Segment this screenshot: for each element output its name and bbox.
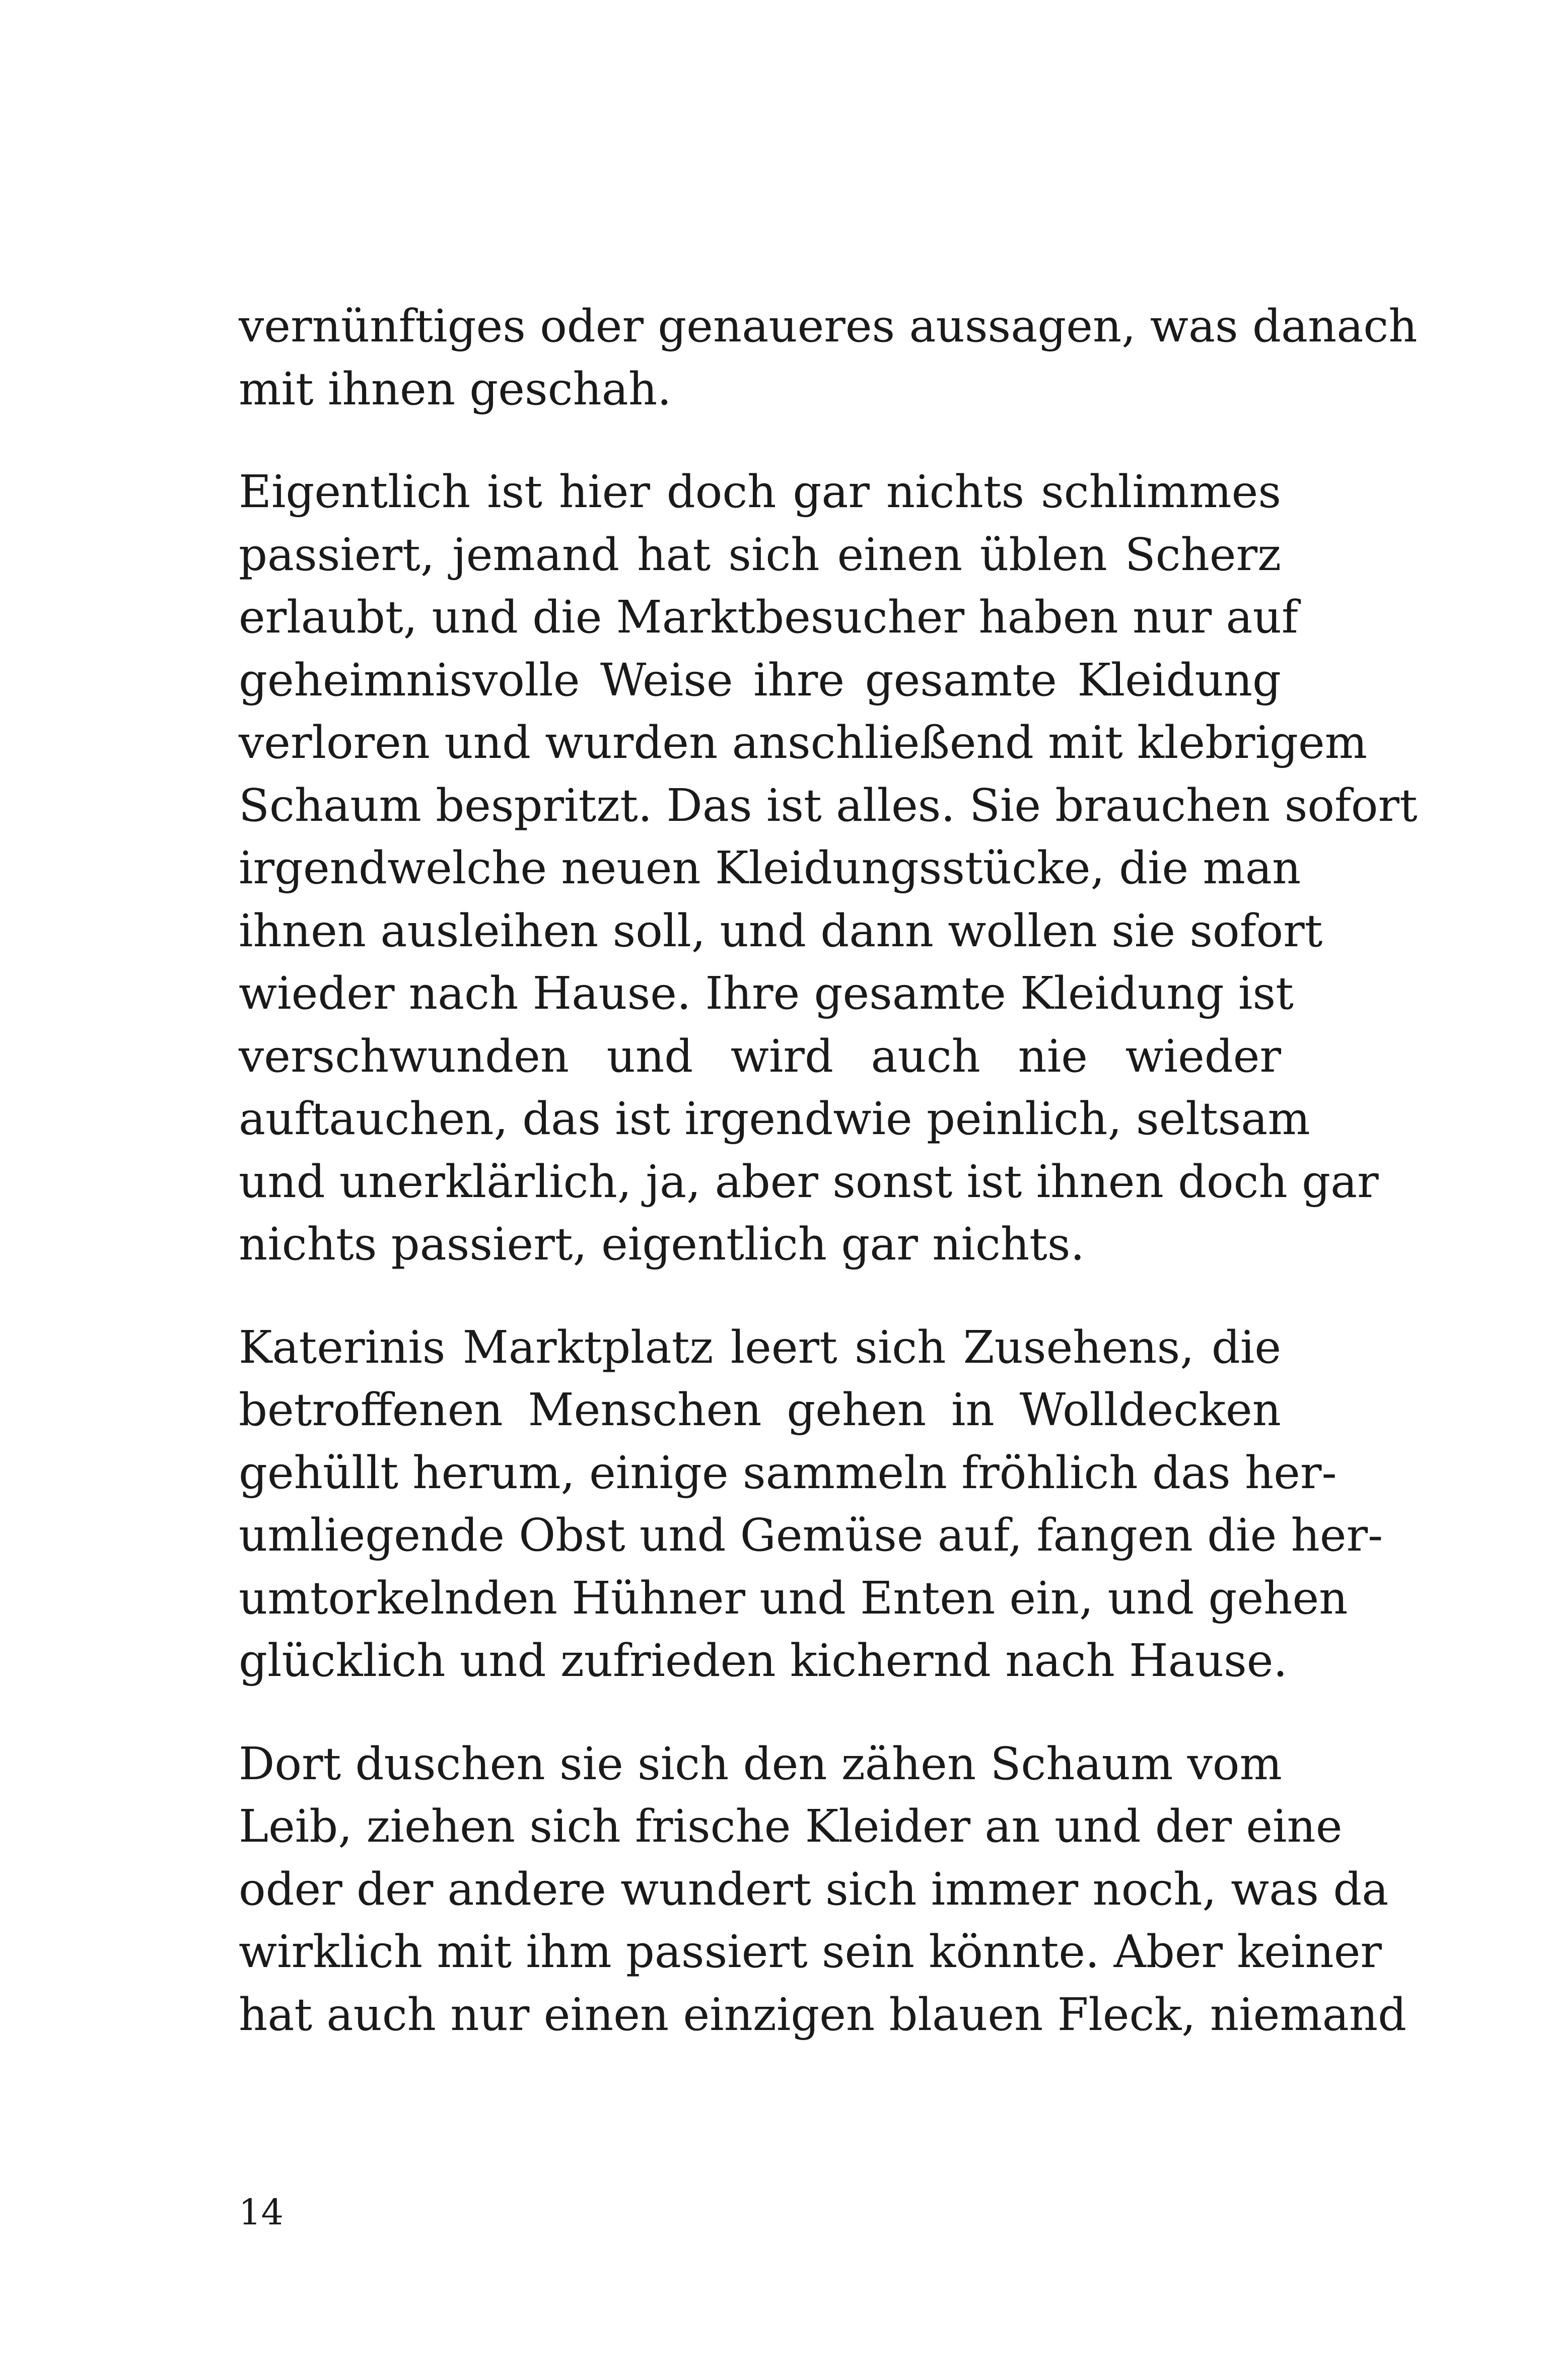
text-line: auftauchen, das ist irgendwie peinlich, seltsam <box>239 1092 1310 1145</box>
text-line: Katerinis Marktplatz leert sich Zusehens, die <box>239 1320 1281 1373</box>
text-line: gehüllt herum, einige sammeln fröhlich das her- <box>239 1446 1337 1499</box>
text-line: wirklich mit ihm passiert sein könnte. Aber keiner <box>239 1925 1382 1978</box>
text-line: wieder nach Hause. Ihre gesamte Kleidung ist <box>239 967 1294 1019</box>
text-line: mit ihnen geschah. <box>239 362 672 415</box>
text-line: umliegende Obst und Gemüse auf, fangen die her- <box>239 1509 1383 1561</box>
text-line: irgendwelche neuen Kleidungsstücke, die man <box>239 842 1301 894</box>
page-number: 14 <box>239 2192 284 2233</box>
text-line: Leib, ziehen sich frische Kleider an und der eine <box>239 1800 1343 1852</box>
text-line: Schaum bespritzt. Das ist alles. Sie brauchen sofort <box>239 779 1418 831</box>
text-line: erlaubt, und die Marktbesucher haben nur auf <box>239 591 1298 643</box>
text-line: geheimnisvolle Weise ihre gesamte Kleidung <box>239 653 1281 706</box>
paragraph <box>239 1316 1383 1692</box>
paragraph-spacing <box>239 420 1281 460</box>
text-line: oder der andere wundert sich immer noch, was da <box>239 1862 1389 1915</box>
text-line: passiert, jemand hat sich einen üblen Scherz <box>239 528 1281 581</box>
text-line: hat auch nur einen einzigen blauen Fleck, niemand <box>239 1988 1407 2041</box>
paragraph <box>239 295 1418 420</box>
paragraph <box>239 460 1418 1276</box>
text-line: umtorkelnden Hühner und Enten ein, und gehen <box>239 1571 1348 1624</box>
paragraph-spacing <box>239 1692 1281 1732</box>
text-line: Eigentlich ist hier doch gar nichts schlimmes <box>239 465 1281 518</box>
text-line: ihnen ausleihen soll, und dann wollen sie sofort <box>239 904 1323 957</box>
text-line: verloren und wurden anschließend mit klebrigem <box>239 716 1368 768</box>
text-line: und unerklärlich, ja, aber sonst ist ihnen doch gar <box>239 1155 1379 1208</box>
text-line: glücklich und zufrieden kichernd nach Hause. <box>239 1634 1288 1687</box>
text-line: vernünftiges oder genaueres aussagen, was danach <box>239 300 1418 352</box>
paragraph-spacing <box>239 1276 1281 1316</box>
body-text <box>239 295 1418 2046</box>
paragraph <box>239 1732 1407 2046</box>
text-line: betroffenen Menschen gehen in Wolldecken <box>239 1383 1281 1436</box>
text-line: Dort duschen sie sich den zähen Schaum vom <box>239 1737 1282 1790</box>
text-line: verschwunden und wird auch nie wieder <box>239 1029 1281 1082</box>
text-line: nichts passiert, eigentlich gar nichts. <box>239 1218 1085 1270</box>
